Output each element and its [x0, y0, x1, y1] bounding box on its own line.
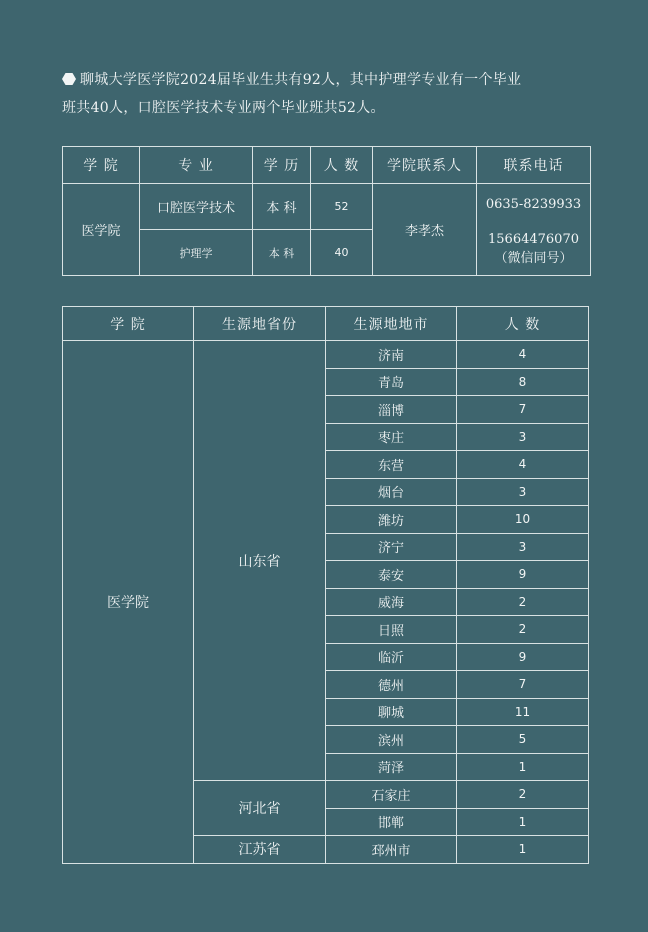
intro-line-1	[62, 66, 602, 94]
province-cell: 河北省	[194, 781, 326, 836]
header-city: 生源地地市	[326, 307, 457, 341]
city-cell: 临沂	[326, 643, 457, 671]
count-cell: 4	[457, 451, 589, 479]
count-cell: 4	[457, 341, 589, 369]
intro-line-2: 班共40人，口腔医学技术专业两个毕业班共52人。	[62, 100, 385, 116]
count-cell: 5	[457, 726, 589, 754]
count-cell: 2	[457, 616, 589, 644]
contact-table	[62, 146, 591, 276]
count-cell: 1	[457, 808, 589, 836]
degree-cell: 本 科	[253, 184, 311, 230]
count-cell: 10	[457, 506, 589, 534]
city-cell: 枣庄	[326, 423, 457, 451]
count-cell: 3	[457, 423, 589, 451]
table-row	[63, 184, 591, 230]
count-cell: 1	[457, 836, 589, 864]
college-cell: 医学院	[63, 184, 140, 276]
phone-cell	[477, 184, 591, 276]
degree-cell: 本 科	[253, 230, 311, 276]
phone-spacer	[477, 214, 590, 230]
origin-table-header-row	[63, 307, 589, 341]
header-province: 生源地省份	[194, 307, 326, 341]
city-cell: 烟台	[326, 478, 457, 506]
count-cell: 3	[457, 478, 589, 506]
header-count: 人 数	[457, 307, 589, 341]
city-cell: 邳州市	[326, 836, 457, 864]
count-cell: 9	[457, 643, 589, 671]
count-cell: 9	[457, 561, 589, 589]
count-cell: 2	[457, 588, 589, 616]
city-cell: 石家庄	[326, 781, 457, 809]
table-row	[63, 341, 589, 369]
city-cell: 威海	[326, 588, 457, 616]
count-cell: 1	[457, 753, 589, 781]
count-cell: 3	[457, 533, 589, 561]
city-cell: 淄博	[326, 396, 457, 424]
province-cell: 山东省	[194, 341, 326, 781]
count-cell: 40	[311, 230, 373, 276]
city-cell: 济南	[326, 341, 457, 369]
city-cell: 邯郸	[326, 808, 457, 836]
contact-person-cell: 李孝杰	[373, 184, 477, 276]
city-cell: 东营	[326, 451, 457, 479]
count-cell: 8	[457, 368, 589, 396]
count-cell: 7	[457, 671, 589, 699]
wechat-note: （微信同号）	[494, 251, 573, 266]
header-degree: 学 历	[253, 147, 311, 184]
college-cell: 医学院	[63, 341, 194, 864]
major-cell: 口腔医学技术	[140, 184, 253, 230]
city-cell: 聊城	[326, 698, 457, 726]
city-cell: 济宁	[326, 533, 457, 561]
mobile-phone: 15664476070	[488, 232, 579, 247]
landline-phone: 0635-8239933	[485, 197, 582, 212]
intro-paragraph	[62, 66, 602, 122]
hexagon-bullet-icon	[62, 73, 76, 85]
count-cell: 7	[457, 396, 589, 424]
city-cell: 泰安	[326, 561, 457, 589]
city-cell: 潍坊	[326, 506, 457, 534]
intro-text-1: 聊城大学医学院2024届毕业生共有92人，其中护理学专业有一个毕业	[80, 72, 522, 88]
header-major: 专 业	[140, 147, 253, 184]
count-cell: 11	[457, 698, 589, 726]
header-contact: 学院联系人	[373, 147, 477, 184]
count-cell: 52	[311, 184, 373, 230]
province-cell: 江苏省	[194, 836, 326, 864]
city-cell: 菏泽	[326, 753, 457, 781]
header-count: 人 数	[311, 147, 373, 184]
city-cell: 青岛	[326, 368, 457, 396]
city-cell: 滨州	[326, 726, 457, 754]
header-phone: 联系电话	[477, 147, 591, 184]
origin-table	[62, 306, 589, 864]
origin-table-body	[63, 341, 589, 864]
contact-table-header-row	[63, 147, 591, 184]
header-college: 学 院	[63, 147, 140, 184]
city-cell: 日照	[326, 616, 457, 644]
major-cell: 护理学	[140, 230, 253, 276]
count-cell: 2	[457, 781, 589, 809]
header-college: 学 院	[63, 307, 194, 341]
city-cell: 德州	[326, 671, 457, 699]
